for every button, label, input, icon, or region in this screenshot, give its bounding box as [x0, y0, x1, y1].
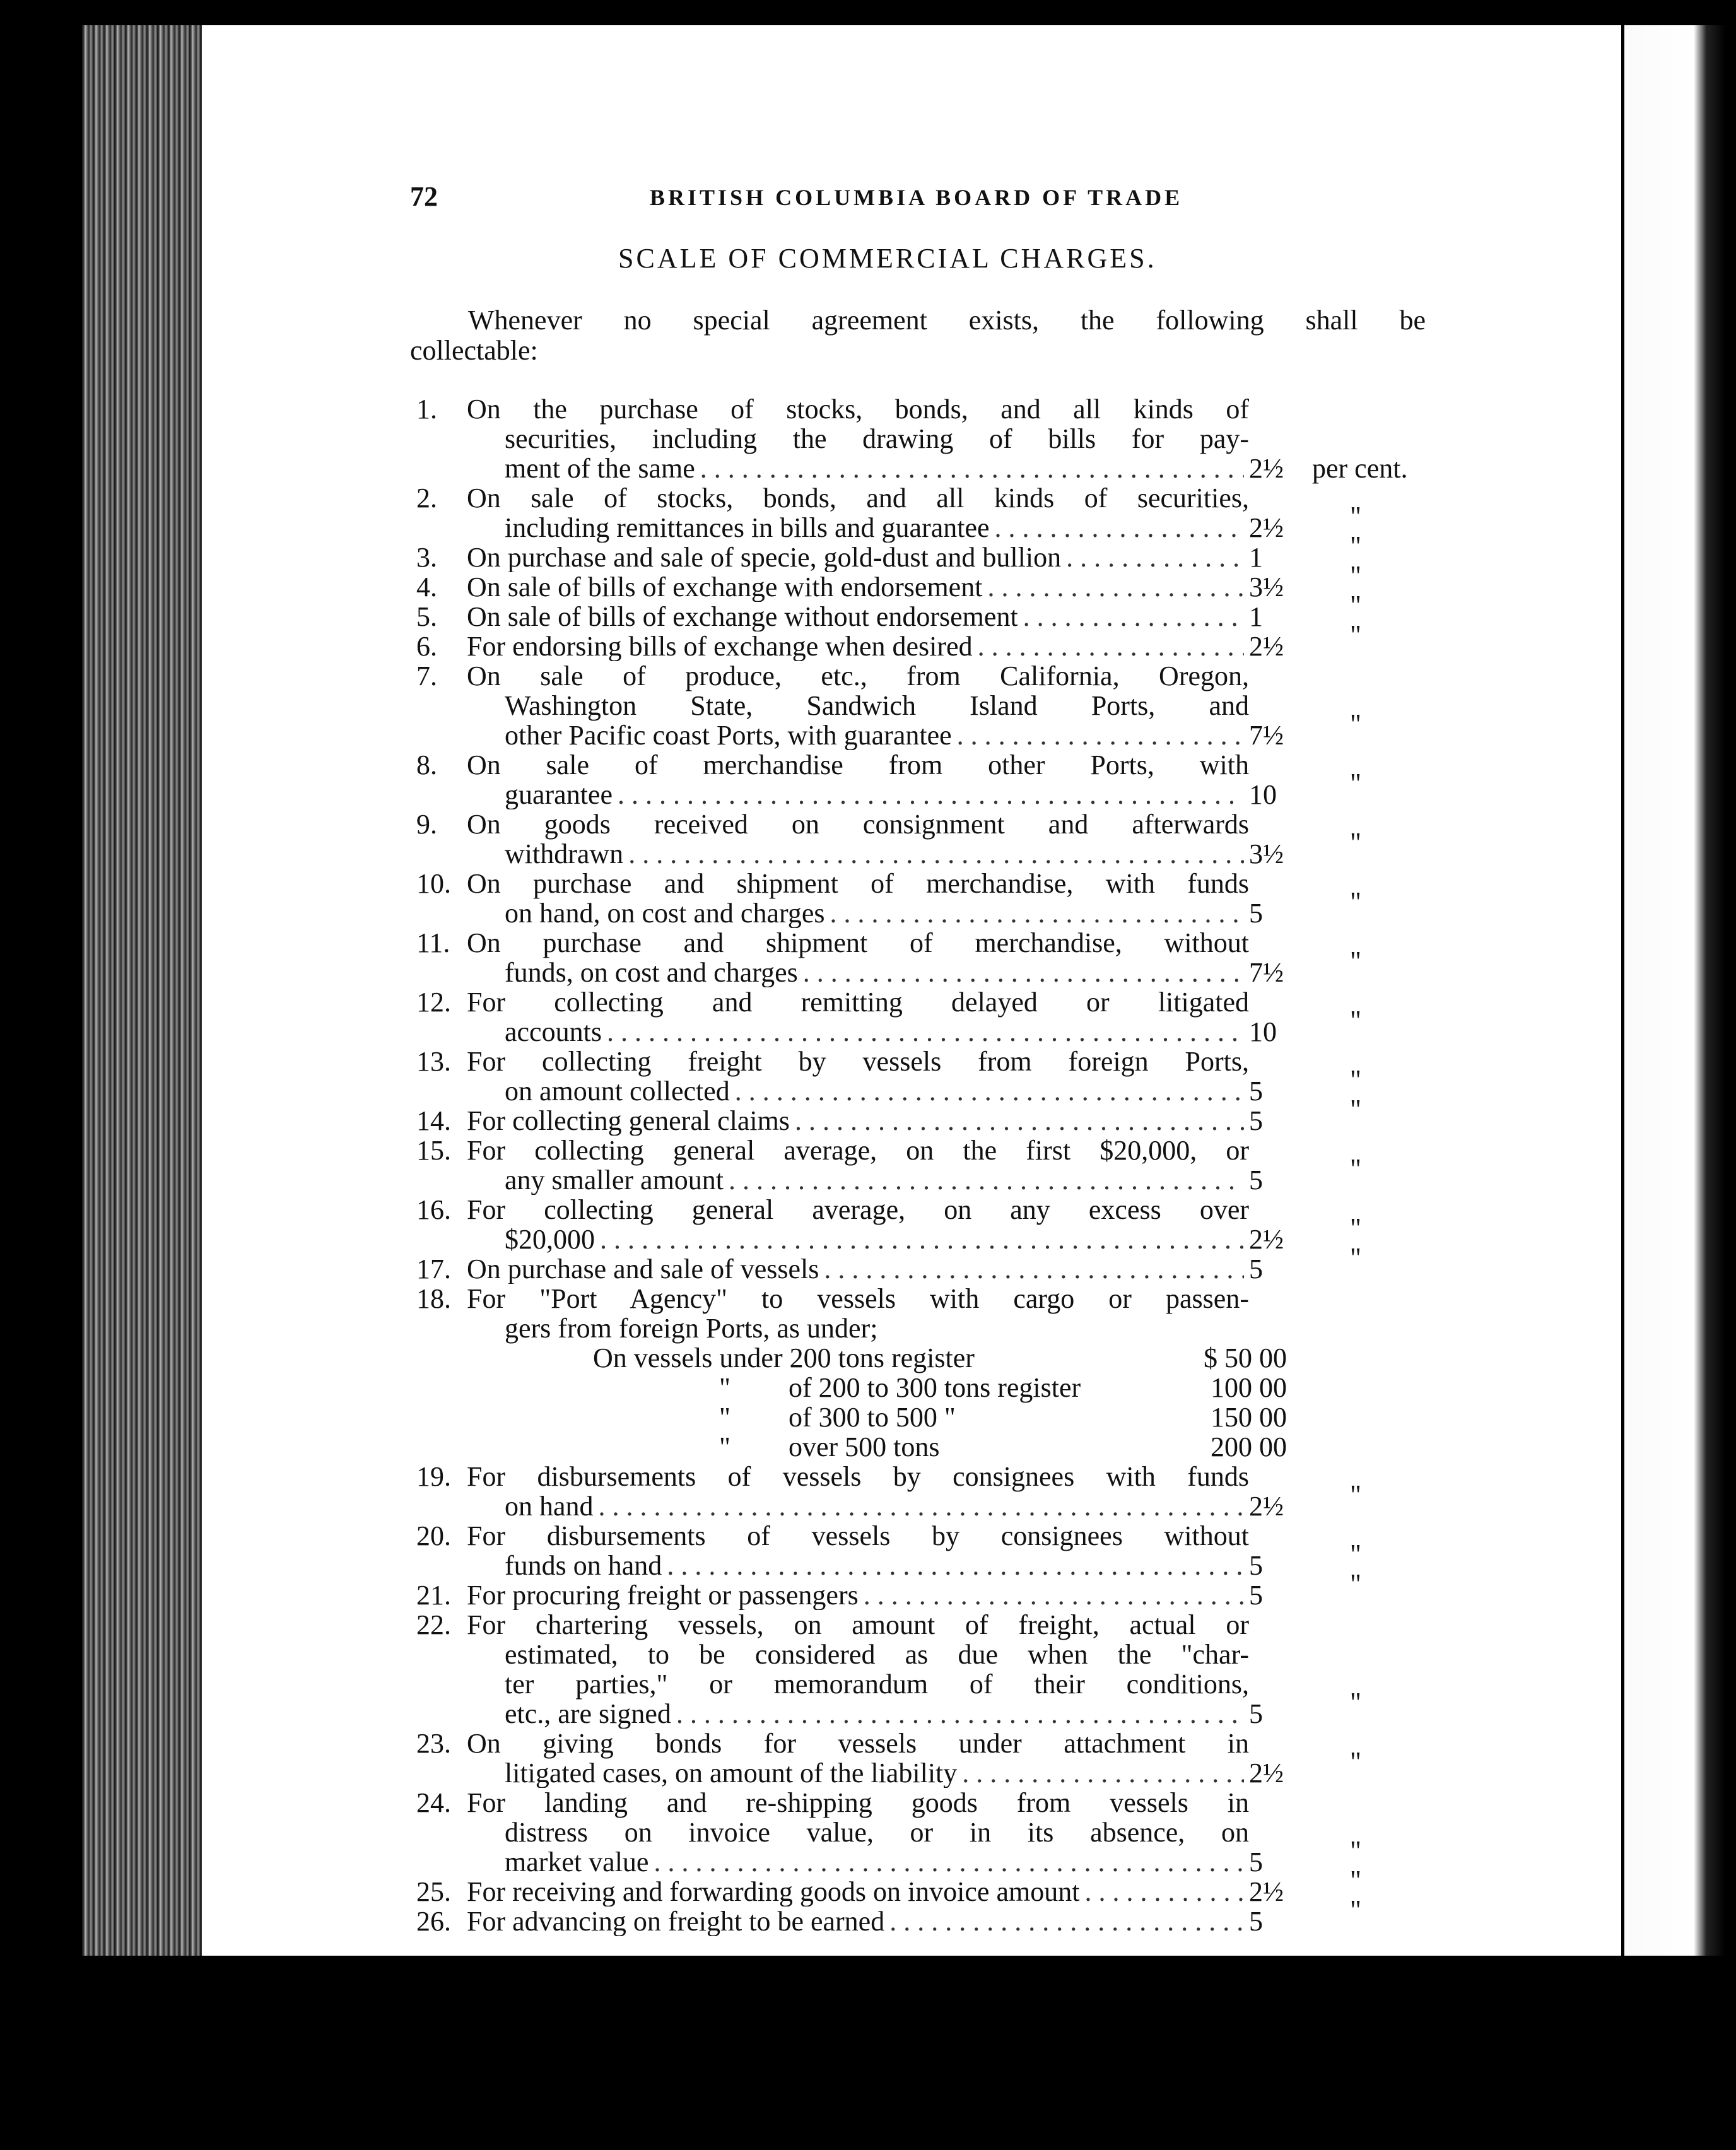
- rate-value: 7½: [1249, 720, 1284, 751]
- charge-entry: [416, 531, 1457, 573]
- book-page-edges: [82, 25, 208, 1956]
- entry-text: [467, 602, 1224, 631]
- entry-line: estimated, to be considered as due when the "char-: [505, 1639, 1249, 1670]
- entry-text: [467, 1194, 1249, 1254]
- leader-dots: [864, 1580, 1244, 1610]
- entry-text: [467, 1520, 1249, 1580]
- entry-text: [467, 483, 1249, 543]
- entry-number: 7.: [416, 661, 437, 691]
- fee-row: [467, 1432, 1457, 1462]
- ditto-mark: ": [719, 1402, 730, 1433]
- ditto-mark: ": [1350, 1746, 1361, 1777]
- entry-line-text: etc., are signed: [505, 1699, 671, 1729]
- entry-number: 1.: [416, 394, 437, 425]
- entry-line: [467, 1254, 1249, 1284]
- rate-value: 2½: [1249, 453, 1284, 484]
- leader-dots: [1023, 602, 1244, 631]
- charge-entry: [416, 661, 1457, 750]
- entry-number: 20.: [416, 1520, 451, 1551]
- charge-entry: [416, 869, 1457, 928]
- charge-entry: [416, 809, 1457, 869]
- leader-dots: [957, 720, 1244, 750]
- leader-dots: [830, 898, 1244, 928]
- charge-entry: [416, 1568, 1457, 1611]
- intro-line: Whenever no special agreement exists, the following shall be: [468, 305, 1426, 336]
- entry-line-text: litigated cases, on amount of the liability: [505, 1758, 958, 1788]
- ditto-mark: ": [1350, 1568, 1361, 1599]
- entry-number: 4.: [416, 572, 437, 602]
- entry-line: [467, 1877, 1249, 1906]
- entry-text: [467, 749, 1249, 809]
- leader-dots: [889, 1906, 1244, 1936]
- entry-line: For "Port Agency" to vessels with cargo or passen-: [467, 1283, 1249, 1314]
- rate-value: 5: [1249, 1550, 1263, 1581]
- ditto-mark: ": [1350, 1687, 1361, 1718]
- entry-number: 26.: [416, 1906, 451, 1937]
- running-head: BRITISH COLUMBIA BOARD OF TRADE: [650, 185, 1183, 210]
- entry-line-text: For advancing on freight to be earned: [467, 1906, 885, 1936]
- entry-text: [467, 543, 1224, 572]
- fee-amount: $ 50 00: [1204, 1342, 1287, 1373]
- entry-line: [505, 1699, 1249, 1729]
- entry-line: [467, 1906, 1249, 1936]
- entry-line-text: For collecting general claims: [467, 1106, 790, 1136]
- charge-entry: [416, 1894, 1457, 1937]
- entry-line-text: On purchase and sale of specie, gold-dust and bullion: [467, 543, 1062, 572]
- leader-dots: [654, 1847, 1244, 1877]
- ditto-mark: ": [719, 1372, 730, 1403]
- fee-row: [467, 1373, 1457, 1402]
- entry-number: 18.: [416, 1283, 451, 1314]
- entry-text: [467, 631, 1224, 661]
- leader-dots: [995, 513, 1244, 543]
- section-title: SCALE OF COMMERCIAL CHARGES.: [618, 243, 1157, 274]
- entry-text: [467, 1906, 1224, 1936]
- ditto-mark: ": [1350, 1094, 1361, 1125]
- entry-number: 19.: [416, 1461, 451, 1492]
- ditto-mark: ": [1350, 946, 1361, 977]
- leader-dots: [628, 839, 1244, 869]
- ditto-mark: ": [719, 1431, 730, 1462]
- entry-line: [505, 1076, 1249, 1106]
- charge-entry: [416, 1284, 1457, 1462]
- rate-value: 5: [1249, 1698, 1263, 1729]
- entry-line-text: On sale of bills of exchange with endorsement: [467, 572, 983, 602]
- entry-line: On giving bonds for vessels under attachment in: [467, 1728, 1249, 1759]
- entry-line: On goods received on consignment and afterwards: [467, 809, 1249, 840]
- entry-line: On purchase and shipment of merchandise, without: [467, 927, 1249, 958]
- entry-line: For chartering vessels, on amount of freight, actual or: [467, 1609, 1249, 1640]
- charge-entry: [416, 1865, 1457, 1907]
- entry-line: [505, 1225, 1249, 1254]
- entry-number: 5.: [416, 601, 437, 632]
- charge-entry: [416, 1242, 1457, 1284]
- entry-text: [467, 927, 1249, 987]
- entry-line: [505, 1847, 1249, 1877]
- charge-entry: [416, 590, 1457, 632]
- entry-line: [505, 720, 1249, 750]
- ditto-mark: ": [1350, 1894, 1361, 1925]
- leader-dots: [795, 1106, 1244, 1136]
- entry-text: [467, 987, 1249, 1047]
- charge-entry: [416, 1788, 1457, 1877]
- entry-number: 3.: [416, 542, 437, 573]
- entry-number: 6.: [416, 631, 437, 662]
- entry-text: [467, 1046, 1249, 1106]
- rate-value: 2½: [1249, 512, 1284, 543]
- fee-amount: 200 00: [1211, 1431, 1287, 1462]
- rate-value: 5: [1249, 1254, 1263, 1284]
- entry-line: [505, 513, 1249, 543]
- entry-number: 9.: [416, 809, 437, 840]
- entry-text: [467, 394, 1249, 483]
- entry-line: On sale of produce, etc., from California, Oregon,: [467, 661, 1249, 691]
- charge-entry: [416, 620, 1457, 662]
- entry-line: distress on invoice value, or in its absence, on: [505, 1817, 1249, 1848]
- entry-number: 17.: [416, 1254, 451, 1284]
- entry-line: [505, 898, 1249, 928]
- entry-line: For collecting general average, on any excess over: [467, 1194, 1249, 1225]
- ditto-mark: ": [1350, 501, 1361, 532]
- charge-entry: [416, 1047, 1457, 1106]
- fee-row-label: of 300 to 500 ": [789, 1402, 956, 1433]
- entry-text: [467, 1877, 1224, 1906]
- rate-value: 3½: [1249, 572, 1284, 602]
- charge-entry: [416, 483, 1457, 543]
- entry-line: [505, 1491, 1249, 1521]
- entry-line-text: accounts: [505, 1017, 602, 1047]
- ditto-mark: ": [1350, 1479, 1361, 1510]
- ditto-mark: ": [1350, 1242, 1361, 1273]
- entry-line: [505, 1017, 1249, 1047]
- ditto-mark: ": [1350, 560, 1361, 591]
- entry-text: [467, 809, 1249, 869]
- entry-text: [467, 1461, 1249, 1521]
- intro-paragraph: [410, 305, 1426, 366]
- entry-line: For collecting general average, on the first $20,000, or: [467, 1135, 1249, 1166]
- ditto-mark: ": [1350, 1865, 1361, 1896]
- fee-row: [467, 1402, 1457, 1432]
- entry-line-text: any smaller amount: [505, 1165, 724, 1195]
- entry-number: 14.: [416, 1105, 451, 1136]
- fee-amount: 150 00: [1211, 1402, 1287, 1433]
- entry-line: [505, 1165, 1249, 1195]
- rate-value: 10: [1249, 779, 1277, 810]
- entry-line-text: on amount collected: [505, 1076, 730, 1106]
- entry-line: For disbursements of vessels by consignees with funds: [467, 1461, 1249, 1492]
- leader-dots: [618, 780, 1244, 809]
- entry-line: securities, including the drawing of bills for pay-: [505, 423, 1249, 454]
- ditto-mark: ": [1350, 620, 1361, 650]
- ditto-mark: ": [1350, 768, 1361, 799]
- entry-line: [505, 780, 1249, 809]
- entry-line-text: market value: [505, 1847, 649, 1877]
- leader-dots: [676, 1699, 1244, 1729]
- page-header: [410, 180, 1306, 218]
- leader-dots: [1084, 1877, 1244, 1906]
- entry-line-text: guarantee: [505, 780, 613, 809]
- entry-number: 16.: [416, 1194, 451, 1225]
- leader-dots: [987, 572, 1244, 602]
- entry-number: 23.: [416, 1728, 451, 1759]
- entry-line: [467, 631, 1249, 661]
- entry-line: [467, 1106, 1249, 1136]
- entry-line: ter parties," or memorandum of their conditions,: [505, 1669, 1249, 1700]
- entry-number: 24.: [416, 1787, 451, 1818]
- entry-line: [505, 1551, 1249, 1580]
- entry-number: 2.: [416, 483, 437, 514]
- entry-line-text: funds, on cost and charges: [505, 958, 798, 987]
- ditto-mark: ": [1350, 886, 1361, 917]
- entry-line-text: On purchase and sale of vessels: [467, 1254, 819, 1284]
- rate-value: 2½: [1249, 1491, 1284, 1522]
- leader-dots: [978, 631, 1244, 661]
- entry-number: 8.: [416, 749, 437, 780]
- charge-entry: [416, 1195, 1457, 1254]
- entry-line: On sale of merchandise from other Ports, with: [467, 749, 1249, 780]
- rate-value: 5: [1249, 1076, 1263, 1107]
- rate-value: 1: [1249, 542, 1263, 573]
- charge-entry: [416, 1094, 1457, 1136]
- leader-dots: [735, 1076, 1244, 1106]
- entry-line-text: For endorsing bills of exchange when desired: [467, 631, 973, 661]
- entry-text: [467, 661, 1249, 750]
- entry-line-text: on hand, on cost and charges: [505, 898, 825, 928]
- entry-text: [467, 1728, 1249, 1788]
- entry-line: On sale of stocks, bonds, and all kinds of securities,: [467, 483, 1249, 514]
- charge-entry: [416, 1729, 1457, 1788]
- leader-dots: [729, 1165, 1244, 1195]
- entry-text: [467, 572, 1224, 602]
- entry-line-text: $20,000: [505, 1225, 595, 1254]
- fee-row-label: of 200 to 300 tons register: [789, 1372, 1081, 1403]
- ditto-mark: ": [1350, 1835, 1361, 1866]
- rate-value: 2½: [1249, 631, 1284, 662]
- fee-row-label: over 500 tons: [789, 1431, 940, 1462]
- entry-line-text: on hand: [505, 1491, 594, 1521]
- rate-value: 5: [1249, 1165, 1263, 1195]
- ditto-mark: ": [1350, 1064, 1361, 1095]
- entry-number: 12.: [416, 987, 451, 1018]
- entry-number: 13.: [416, 1046, 451, 1077]
- rate-value: 2½: [1249, 1224, 1284, 1255]
- leader-dots: [962, 1758, 1244, 1788]
- entry-line: For collecting and remitting delayed or litigated: [467, 987, 1249, 1018]
- entry-line: [467, 543, 1249, 572]
- entry-line: [505, 454, 1249, 483]
- entry-line: For collecting freight by vessels from foreign Ports,: [467, 1046, 1249, 1077]
- ditto-mark: ": [1350, 1005, 1361, 1036]
- ditto-mark: ": [1350, 708, 1361, 739]
- leader-dots: [607, 1017, 1244, 1047]
- charge-entry: [416, 1136, 1457, 1195]
- entry-line-text: withdrawn: [505, 839, 624, 869]
- entry-number: 25.: [416, 1876, 451, 1907]
- ditto-mark: ": [1350, 590, 1361, 621]
- entry-line: [467, 602, 1249, 631]
- charge-entry: [416, 750, 1457, 809]
- entry-line-text: other Pacific coast Ports, with guarantee: [505, 720, 952, 750]
- entry-line: [467, 572, 1249, 602]
- charge-entry: [416, 560, 1457, 602]
- intro-line: collectable:: [410, 335, 538, 366]
- rate-value: 5: [1249, 898, 1263, 929]
- ditto-mark: ": [1350, 1213, 1361, 1243]
- entry-number: 11.: [416, 927, 450, 958]
- leader-dots: [1066, 543, 1244, 572]
- entry-line: Washington State, Sandwich Island Ports, and: [505, 690, 1249, 721]
- entry-line-text: funds on hand: [505, 1551, 662, 1580]
- entry-number: 21.: [416, 1580, 451, 1611]
- entry-line: [505, 1758, 1249, 1788]
- entry-line-text: including remittances in bills and guarantee: [505, 513, 990, 543]
- rate-value: 5: [1249, 1105, 1263, 1136]
- port-agency-fee-table: [467, 1343, 1457, 1462]
- entry-line: On the purchase of stocks, bonds, and all kinds of: [467, 394, 1249, 425]
- entry-line: For landing and re-shipping goods from vessels in: [467, 1787, 1249, 1818]
- ditto-mark: ": [1350, 531, 1361, 561]
- rate-value: 3½: [1249, 838, 1284, 869]
- entry-line-text: ment of the same: [505, 454, 695, 483]
- ditto-mark: ": [1350, 827, 1361, 858]
- rate-value: 2½: [1249, 1876, 1284, 1907]
- ditto-mark: ": [1350, 1153, 1361, 1184]
- charge-entry: [416, 928, 1457, 987]
- charge-entry: [416, 1610, 1457, 1729]
- entry-line: gers from foreign Ports, as under;: [505, 1313, 878, 1344]
- entry-text: [467, 1787, 1249, 1877]
- entry-line: [505, 839, 1249, 869]
- entry-line: [467, 1580, 1249, 1610]
- charge-entry: [416, 1462, 1457, 1521]
- charges-list: [416, 394, 1457, 1936]
- facing-page-edge: [1624, 25, 1736, 1956]
- entry-line-text: On sale of bills of exchange without endorsement: [467, 602, 1018, 631]
- leader-dots: [599, 1491, 1244, 1521]
- entry-line: For disbursements of vessels by consignees without: [467, 1520, 1249, 1551]
- rate-value: 7½: [1249, 957, 1284, 988]
- entry-text: [467, 868, 1249, 928]
- entry-line-text: For procuring freight or passengers: [467, 1580, 859, 1610]
- rate-value: 5: [1249, 1847, 1263, 1877]
- rate-value: 2½: [1249, 1758, 1284, 1789]
- rate-unit: per cent.: [1312, 453, 1408, 484]
- leader-dots: [700, 454, 1244, 483]
- fee-row-label: On vessels under 200 tons register: [593, 1342, 975, 1373]
- entry-text: [467, 1609, 1249, 1729]
- ditto-mark: ": [1350, 1539, 1361, 1570]
- entry-line: On purchase and shipment of merchandise, with funds: [467, 868, 1249, 899]
- leader-dots: [803, 958, 1244, 987]
- leader-dots: [667, 1551, 1244, 1580]
- entry-number: 10.: [416, 868, 451, 899]
- entry-text: [467, 1135, 1249, 1195]
- leader-dots: [600, 1225, 1244, 1254]
- leader-dots: [824, 1254, 1244, 1284]
- rate-value: 5: [1249, 1580, 1263, 1611]
- entry-number: 15.: [416, 1135, 451, 1166]
- charge-entry: [416, 394, 1457, 483]
- entry-line-text: For receiving and forwarding goods on invoice amount: [467, 1877, 1080, 1906]
- rate-value: 5: [1249, 1906, 1263, 1937]
- page-number: 72: [410, 181, 438, 212]
- charge-entry: [416, 987, 1457, 1047]
- fee-amount: 100 00: [1211, 1372, 1287, 1403]
- rate-value: 10: [1249, 1016, 1277, 1047]
- entry-text: [467, 1106, 1224, 1136]
- entry-line: [505, 958, 1249, 987]
- entry-text: [467, 1580, 1224, 1610]
- entry-number: 22.: [416, 1609, 451, 1640]
- charge-entry: [416, 1521, 1457, 1580]
- fee-row: [467, 1343, 1457, 1373]
- entry-text: [467, 1283, 1249, 1344]
- entry-text: [467, 1254, 1224, 1284]
- rate-value: 1: [1249, 601, 1263, 632]
